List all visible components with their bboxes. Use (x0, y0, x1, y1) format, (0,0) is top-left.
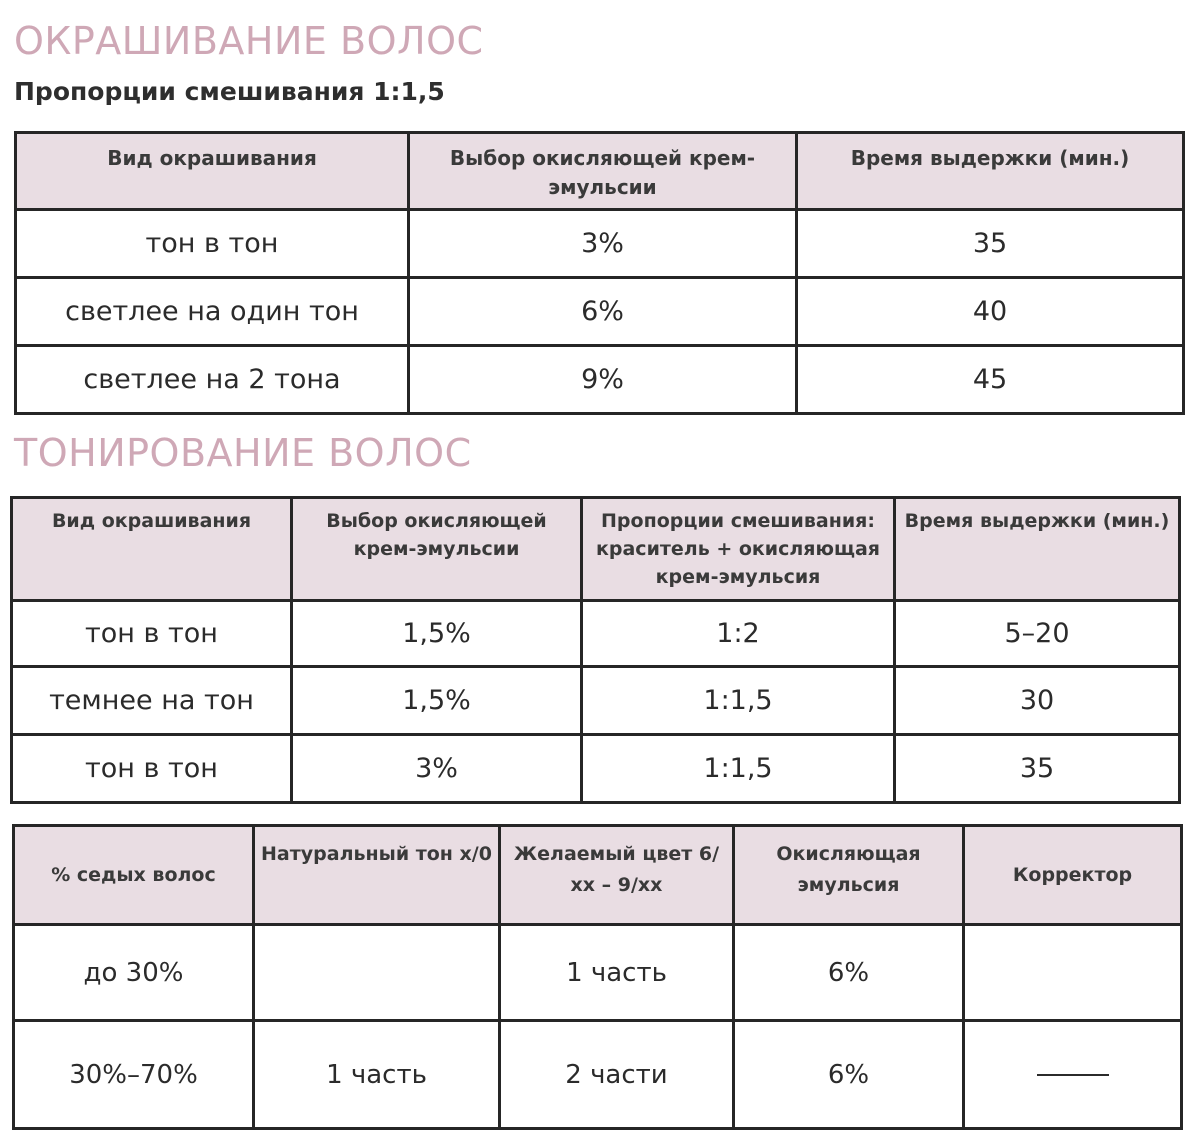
table-cell: 2 части (500, 1021, 734, 1129)
column-header: Вид окрашивания (12, 498, 292, 601)
column-header: Время выдержки (мин.) (895, 498, 1180, 601)
table-cell (964, 925, 1182, 1021)
table-cell: 1:2 (582, 601, 895, 667)
column-header: Натуральный тон х/0 (254, 826, 500, 925)
table-cell: 1 часть (500, 925, 734, 1021)
table-header-row (12, 498, 1180, 601)
column-header: Выбор окисляющей крем-эмульсии (409, 133, 797, 210)
table-cell: тон в тон (12, 601, 292, 667)
table-cell: светлее на 2 тона (16, 346, 409, 414)
table-cell: 1 часть (254, 1021, 500, 1129)
table-cell: 30 (895, 667, 1180, 735)
column-header: Корректор (964, 826, 1182, 925)
table-row (16, 210, 1184, 278)
column-header: Вид окрашивания (16, 133, 409, 210)
table-cell: 40 (797, 278, 1184, 346)
column-header: % седых волос (14, 826, 254, 925)
section-title-coloring: ОКРАШИВАНИЕ ВОЛОС (14, 19, 484, 63)
table-row (12, 667, 1180, 735)
column-header: Пропорции смешивания: краситель + окисляющая крем-эмульсия (582, 498, 895, 601)
table-cell: 3% (292, 735, 582, 803)
column-header: Время выдержки (мин.) (797, 133, 1184, 210)
table-cell: тон в тон (12, 735, 292, 803)
table-cell (964, 1021, 1182, 1129)
table-cell: темнее на тон (12, 667, 292, 735)
dash-mark (1037, 1074, 1109, 1076)
table-cell: 6% (734, 925, 964, 1021)
table-cell: 6% (734, 1021, 964, 1129)
coloring-table (14, 131, 1185, 415)
table-cell: до 30% (14, 925, 254, 1021)
column-header: Окисляющая эмульсия (734, 826, 964, 925)
section-title-toning: ТОНИРОВАНИЕ ВОЛОС (14, 431, 472, 475)
table-row (12, 601, 1180, 667)
column-header: Выбор окисляющей крем-эмульсии (292, 498, 582, 601)
table-cell: 30%–70% (14, 1021, 254, 1129)
gray-hair-table (12, 824, 1183, 1130)
table-cell: 6% (409, 278, 797, 346)
table-cell: 35 (895, 735, 1180, 803)
table-cell (254, 925, 500, 1021)
table-cell: 1,5% (292, 601, 582, 667)
table-cell: 35 (797, 210, 1184, 278)
table-row (14, 925, 1182, 1021)
table-cell: тон в тон (16, 210, 409, 278)
mixing-proportion-subtitle: Пропорции смешивания 1:1,5 (14, 77, 445, 106)
table-cell: 5–20 (895, 601, 1180, 667)
table-row (16, 346, 1184, 414)
column-header: Желаемый цвет 6/хх – 9/хх (500, 826, 734, 925)
table-row (14, 1021, 1182, 1129)
table-cell: 1:1,5 (582, 735, 895, 803)
table-row (12, 735, 1180, 803)
table-header-row (16, 133, 1184, 210)
table-cell: 3% (409, 210, 797, 278)
table-cell: светлее на один тон (16, 278, 409, 346)
table-cell: 1,5% (292, 667, 582, 735)
toning-table (10, 496, 1181, 804)
table-cell: 9% (409, 346, 797, 414)
table-cell: 45 (797, 346, 1184, 414)
table-cell: 1:1,5 (582, 667, 895, 735)
table-header-row (14, 826, 1182, 925)
table-row (16, 278, 1184, 346)
